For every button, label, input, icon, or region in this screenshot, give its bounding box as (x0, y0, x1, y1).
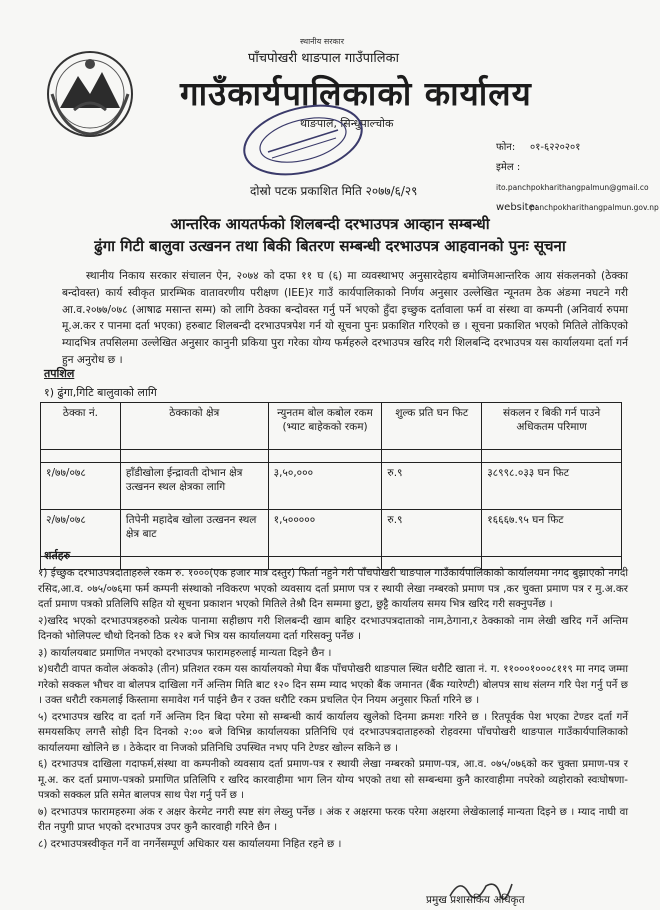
table-row (41, 510, 622, 557)
condition-item: १) ईच्छुक दरभाउपत्रदाताहरुले रकम रु. १०००(एक हजार मात्र दस्तुर) फिर्ता नहुने गरी पाँचपोखरी थाङपाल गाउँकार्यपालिकाको कार्यालयमा नगद बुझाएको नगदी रसिद,आ.व. ०७५/०७६मा फर्म कम्पनी संस्थाको नविकरण भएको व्यवसाय दर्ता प्रमाण पत्र र स्थायी लेखा नम्बरको प्रमाण पत्र ,कर चुक्ता प्रमाण पत्र र मु.अ.कर दर्ता प्रमाण पत्रको प्रतिलिपि सहित यो सूचना प्रकाशन भएको मितिले तेश्रौ दिन सम्ममा छुटा, छुट्टै कार्यालय समय भित्र खरिद गरी सक्नुपर्नेछ । (38, 567, 628, 610)
office-address: थाङपाल, सिन्धुपाल्चोक (300, 117, 394, 130)
cell-contract-area: हाँडीखोला ईन्द्रावती दोभान क्षेत्र उत्खनन स्थल क्षेत्रका लागि (120, 463, 268, 510)
contract-table (40, 402, 622, 570)
cell-max-qty: १६६६७.९५ घन फिट (482, 510, 622, 557)
email-value[interactable]: ito.panchpokharithangpalmun@gmail.co (496, 183, 649, 192)
conditions-heading: शर्तहरु (44, 549, 71, 562)
cell-rate: रु.९ (382, 463, 482, 510)
tapsil-heading: तपशिल (44, 367, 75, 380)
col-min-amount: न्युनतम बोल कबोल रकम (भ्याट बाहेकको रकम) (268, 403, 382, 450)
condition-item: ७) दरभाउपत्र फारामहरुमा अंक र अक्षर केरमेट नगरी स्पष्ट संग लेख्नु पर्नेछ । अंक र अक्षरमा फरक परेमा अक्षरमा लेखेकालाई मान्यता दिइने छ । म्याद नाघी वा रीत नपुगी प्राप्त भएको दरभाउपत्र उपर कुनै कारवाही गरिने छैन । (38, 805, 628, 833)
contact-block (496, 138, 660, 218)
tapsil-subheading: १) ढुंगा,गिटि बालुवाको लागि (44, 386, 157, 399)
phone-label: फोन: (496, 142, 516, 153)
col-contract-no: ठेक्का नं. (41, 403, 121, 450)
condition-item: ३) कार्यालयबाट प्रमाणित नभएको दरभाउपत्र फारामहरुलाई मान्यता दिइने छैन । (38, 646, 332, 659)
cell-rate: रु.९ (382, 510, 482, 557)
condition-item: ५) दरभाउपत्र खरिद वा दर्ता गर्ने अन्तिम दिन बिदा परेमा सो सम्बन्धी कार्य कार्यालय खुलेको दिनमा क्रमशः गरिने छ । रितपूर्वक पेश भएका टेण्डर दर्ता गर्ने समयसकिए लगत्तै सोही दिन दिनको २:०० बजे विभिन्न कार्यालयका प्रतिनिधि एवं दरभाउपत्रदाताहरुको रोहवरमा पाँचपोखरी थाङपाल गाउँकार्यपालिकाको कार्यालयमा खोलिने छ । ठेकेदार वा निजको प्रतिनिधि उपस्थित नभए पनि टेण्डर खोल्न सकिने छ । (38, 710, 628, 754)
condition-item: ८) दरभाउपत्रस्वीकृत गर्ने वा नगर्नेसम्पूर्ण अधिकार यस कार्यालयमा निहित रहने छ । (38, 837, 342, 850)
col-rate: शुल्क प्रति घन फिट (382, 403, 482, 450)
table-header-row (41, 403, 622, 450)
website-value[interactable]: panchpokharithangpalmun.gov.np (530, 203, 659, 212)
govt-line: स्थानीय सरकार (300, 37, 344, 46)
cell-contract-no: १/७७/०७८ (41, 463, 121, 510)
intro-text: स्थानीय निकाय सरकार संचालन ऐन, २०७४ को दफा ११ घ (६) मा व्यवस्थाभए अनुसारदेहाय बमोजिमआन्तरिक आय संकलनको (ठेक्का बन्दोवस्त) कार्य स्वीकृत प्रारम्भिक वातावरणीय परीक्षण (IEE)र गाउँ कार्यपालिकाको निर्णय अनुसार उल्लेखित न्यूनतम ठेक अंङमा नघटने गरी आ.व.२०७७/०७८ (आषाढ मसान्त सम्म) को लागि ठेक्का बन्दोवस्त गर्नु पर्ने भएको हुँदा इच्छुक दर्तावाला फर्म वा संस्था वा कम्पनी (अनिवार्य रुपमा मू.अ.कर र पानमा दर्ता भएका) हरुबाट शिलबन्दी दरभाउपत्रपेश गर्न यो सूचना पुनः प्रकाशित गरिएको छ । सूचना प्रकाशित भएको मितिले तोकिएको म्यादभित्र तपसिलमा उल्लेखित अनुसार कानुनी प्रकिया पुरा गरेका योग्य फर्महरुले दरभाउपत्र खरिद गरी शिलबन्दि दरभाउपत्र यस कार्यालयमा दर्ता गर्न हुन अनुरोध छ । (62, 270, 628, 366)
signatory-title: प्रमुख प्रशासकिय अधिकृत (426, 894, 525, 906)
office-title: गाउँकार्यपालिकाको कार्यालय (180, 74, 532, 113)
conditions-list (38, 566, 628, 853)
office-stamp-icon (228, 100, 378, 178)
phone-value: ०१-६२२०२०१ (530, 142, 581, 153)
intro-paragraph (62, 268, 628, 369)
col-contract-area: ठेक्काको क्षेत्र (120, 403, 268, 450)
municipality-name: पाँचपोखरी थाङपाल गाउँपालिका (248, 51, 399, 66)
cell-min-amount: १,५००००० (268, 510, 382, 557)
website-label: website: (496, 202, 539, 213)
cell-max-qty: ३८९९८.०३३ घन फिट (482, 463, 622, 510)
table-spacer-row (41, 450, 622, 463)
table-row (41, 463, 622, 510)
publish-date: दोस्रो पटक प्रकाशित मिति २०७७/६/२९ (250, 184, 418, 198)
cell-contract-area: तिपेनी महादेब खोला उत्खनन स्थल क्षेत्र बाट (120, 510, 268, 557)
nepal-emblem-icon (44, 48, 136, 140)
condition-item: ६) दरभाउपत्र दाखिला गदाफर्म,संस्था वा कम्पनीको व्यवसाय दर्ता प्रमाण-पत्र र स्थायी लेखा नम्बरको प्रमाण-पत्र, आ.व. ०७५/०७६को कर चुक्ता प्रमाण-पत्र र मू.अ. कर दर्ता प्रमाण-पत्रको प्रमाणित प्रतिलिपि र खरिद कारवाहीमा भाग लिन योग्य भएको तथा सो सम्बन्धमा कुनै कारवाहीमा नपरेको व्यहोराको स्वःघोषणा-पत्रको सक्कल प्रति समेत बालपत्र साथ पेश गर्नु पर्ने छ । (38, 758, 628, 801)
notice-title-line1: आन्तरिक आयतर्फको शिलबन्दी दरभाउपत्र आव्हान सम्बन्धी (170, 215, 490, 233)
cell-min-amount: ३,५०,००० (268, 463, 382, 510)
condition-item: २)खरिद भएको दरभाउपत्रहरुको प्रत्येक पानामा सहीछाप गरी शिलबन्दी खाम बाहिर दरभाउपत्रदाताको नाम,ठेगाना,र ठेक्काको नाम लेखी खरिद गर्ने अन्तिम दिनको भोलिपल्ट चौथो दिनको ठिक १२ बजे भित्र यस कार्यालयमा दर्ता गरिसक्नु पर्नेछ । (38, 614, 628, 642)
email-label: इमेल : (496, 162, 521, 173)
cell-contract-no: २/७७/०७८ (41, 510, 121, 557)
condition-item: ४)धरौटी वापत कवोल अंकको३ (तीन) प्रतिशत रकम यस कार्यालयको मेघा बैंक पाँचपोखरी थाङपाल स्थित धरौटि खाता नं. ग. ११०००१०००८११९ मा नगद जम्मा गरेको सक्कल भौचर वा बोलपत्र दाखिला गर्ने अन्तिम मिति बाट १२० दिन सम्म म्याद भएको बैंक जमानत (बैंक ग्यारेण्टी) बोलपत्र साथ संलग्न गरि पेश गर्नु पर्ने छ । उक्त धरौटी रकमलाई किस्तामा समावेश गर्न पाईने छैन र उक्त धरौटि रकम प्रचलित ऐन नियम अनुसार फिर्ता गरिने छ । (38, 663, 628, 706)
col-max-qty: संकलन र बिकी गर्न पाउने अधिकतम परिमाण (482, 403, 622, 450)
notice-title-line2: ढुंगा गिटी बालुवा उत्खनन तथा बिकी बितरण सम्बन्धी दरभाउपत्र आहवानको पुनः सूचना (94, 237, 566, 255)
